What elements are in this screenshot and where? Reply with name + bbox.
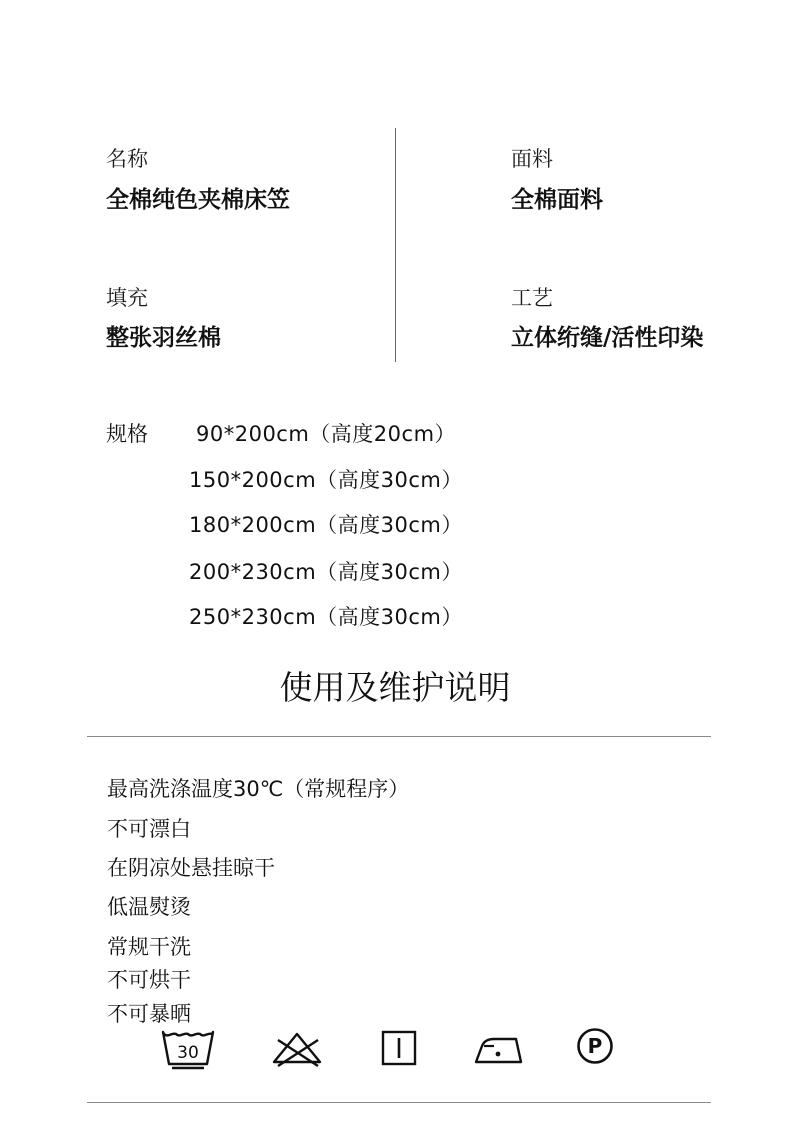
care-instruction: 常规干洗 xyxy=(107,935,191,959)
filling-value: 整张羽丝棉 xyxy=(106,325,221,351)
care-instruction: 在阴凉处悬挂晾干 xyxy=(107,856,275,880)
care-instruction: 最高洗涤温度30℃（常规程序） xyxy=(107,777,410,801)
name-label: 名称 xyxy=(106,147,148,171)
size-item: 250*230cm（高度30cm） xyxy=(189,605,463,629)
size-item: 180*200cm（高度30cm） xyxy=(189,513,463,537)
dry-clean-letter: P xyxy=(587,1034,603,1058)
care-instruction: 不可暴晒 xyxy=(107,1002,191,1026)
size-item: 200*230cm（高度30cm） xyxy=(189,560,463,584)
fabric-label: 面料 xyxy=(511,147,553,171)
size-item: 150*200cm（高度30cm） xyxy=(189,468,463,492)
wash-30-icon xyxy=(160,1026,216,1072)
care-instruction: 不可漂白 xyxy=(107,817,191,841)
craft-value: 立体绗缝/活性印染 xyxy=(511,325,704,351)
care-title: 使用及维护说明 xyxy=(279,668,511,707)
dry-clean-p-icon xyxy=(575,1026,615,1072)
care-instruction: 不可烘干 xyxy=(107,968,191,992)
size-item: 90*200cm（高度20cm） xyxy=(196,422,457,446)
wash-temp-text: 30 xyxy=(177,1043,199,1063)
low-iron-icon xyxy=(472,1026,524,1072)
care-instruction: 低温熨烫 xyxy=(107,895,191,919)
top-divider xyxy=(87,736,711,737)
name-value: 全棉纯色夹棉床笠 xyxy=(106,187,290,213)
spec-label: 规格 xyxy=(106,422,148,446)
fabric-value: 全棉面料 xyxy=(511,187,603,213)
line-dry-icon xyxy=(380,1026,418,1072)
filling-label: 填充 xyxy=(106,286,148,310)
column-divider xyxy=(395,128,396,362)
bottom-divider xyxy=(87,1102,711,1103)
no-bleach-icon xyxy=(268,1026,326,1072)
craft-label: 工艺 xyxy=(511,286,553,310)
